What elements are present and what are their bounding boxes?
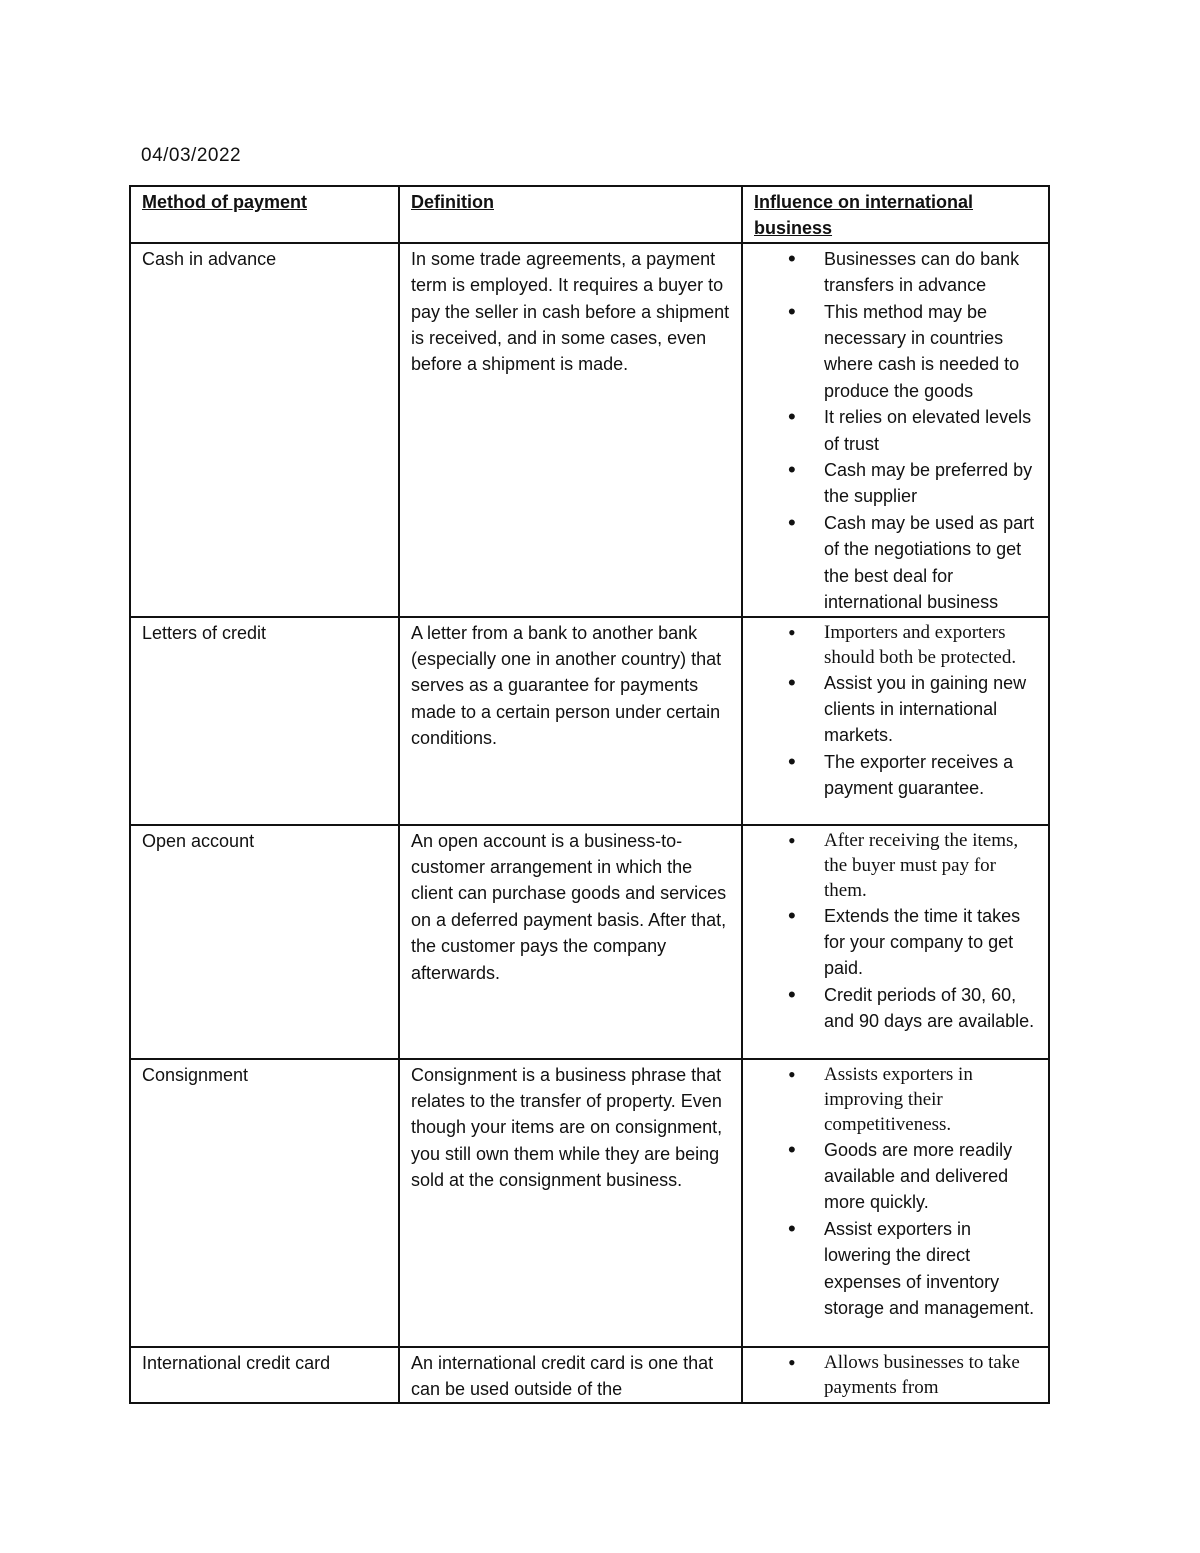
list-item: • Businesses can do bank transfers in advance — [754, 246, 1038, 299]
method-cell: International credit card — [130, 1347, 399, 1404]
list-item: • Assist you in gaining new clients in international markets. — [754, 670, 1038, 749]
definition-cell: An open account is a business-to-customer arrangement in which the client can purchase goods and services on a deferred payment basis. After that, the customer pays the company afterwards. — [399, 825, 742, 1059]
influence-list — [754, 1350, 1038, 1400]
payment-methods-table — [129, 185, 1050, 1404]
list-item: • This method may be necessary in countries where cash is needed to produce the goods — [754, 299, 1038, 405]
list-item: • It relies on elevated levels of trust — [754, 404, 1038, 457]
influence-cell — [742, 1059, 1049, 1347]
header-influence: Influence on international business — [742, 186, 1049, 243]
table-row — [130, 1347, 1049, 1404]
list-item: • Importers and exporters should both be protected. — [754, 620, 1038, 670]
influence-cell — [742, 243, 1049, 617]
list-item: • Assist exporters in lowering the direct expenses of inventory storage and management. — [754, 1216, 1038, 1322]
table-row — [130, 1059, 1049, 1347]
method-cell: Open account — [130, 825, 399, 1059]
list-item: • The exporter receives a payment guarantee. — [754, 749, 1038, 802]
list-item: • Extends the time it takes for your company to get paid. — [754, 903, 1038, 982]
table-row — [130, 825, 1049, 1059]
method-cell: Consignment — [130, 1059, 399, 1347]
list-item: • After receiving the items, the buyer must pay for them. — [754, 828, 1038, 903]
table-row — [130, 243, 1049, 617]
influence-cell — [742, 617, 1049, 825]
table-row — [130, 617, 1049, 825]
method-cell: Letters of credit — [130, 617, 399, 825]
list-item: • Cash may be preferred by the supplier — [754, 457, 1038, 510]
method-cell: Cash in advance — [130, 243, 399, 617]
influence-cell — [742, 825, 1049, 1059]
influence-list — [754, 620, 1038, 802]
definition-cell: Consignment is a business phrase that relates to the transfer of property. Even though your items are on consignment, you still own them while they are being sold at the consignment business. — [399, 1059, 742, 1347]
list-item: • Allows businesses to take payments from — [754, 1350, 1038, 1400]
header-method: Method of payment — [130, 186, 399, 243]
list-item: • Goods are more readily available and delivered more quickly. — [754, 1137, 1038, 1216]
influence-cell — [742, 1347, 1049, 1404]
list-item: • Cash may be used as part of the negotiations to get the best deal for international business — [754, 510, 1038, 616]
definition-cell: In some trade agreements, a payment term is employed. It requires a buyer to pay the seller in cash before a shipment is received, and in some cases, even before a shipment is made. — [399, 243, 742, 617]
list-item: • Credit periods of 30, 60, and 90 days are available. — [754, 982, 1038, 1035]
definition-cell: An international credit card is one that can be used outside of the — [399, 1347, 742, 1404]
list-item: • Assists exporters in improving their competitiveness. — [754, 1062, 1038, 1137]
influence-list — [754, 246, 1038, 616]
document-date: 04/03/2022 — [141, 145, 242, 166]
header-definition: Definition — [399, 186, 742, 243]
influence-list — [754, 828, 1038, 1035]
definition-cell: A letter from a bank to another bank (especially one in another country) that serves as a guarantee for payments made to a certain person under certain conditions. — [399, 617, 742, 825]
influence-list — [754, 1062, 1038, 1322]
table-header-row — [130, 186, 1049, 243]
